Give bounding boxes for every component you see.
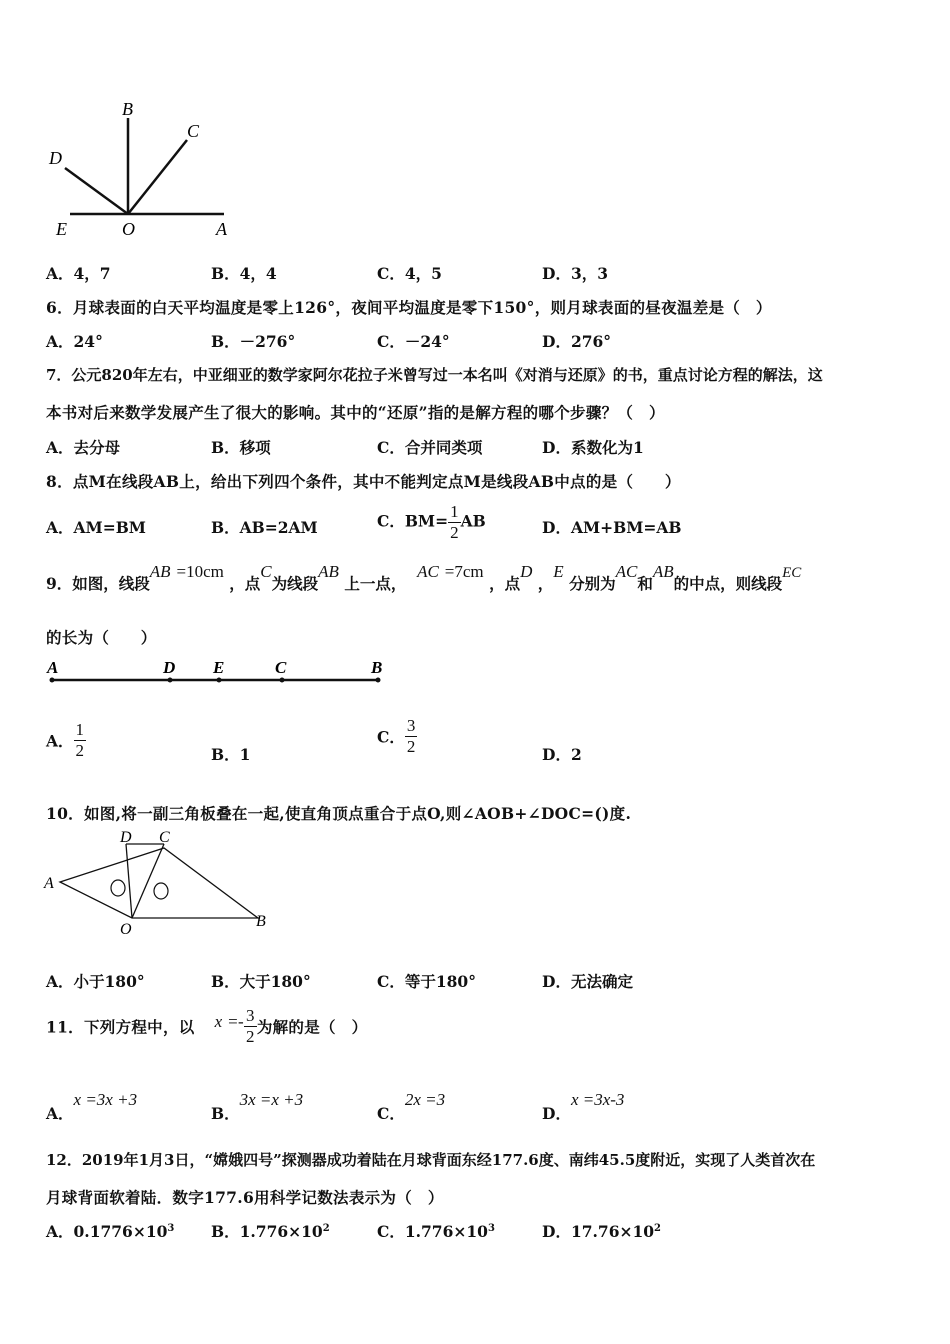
q9-option-d[interactable]: D．2 [542, 745, 582, 764]
triangle-figure [40, 826, 280, 938]
q8-option-b[interactable]: B．AB=2AM [211, 518, 318, 537]
triangle-doc-od [126, 844, 132, 918]
q11-d-label: D． [542, 1104, 571, 1123]
q8-option-c-suffix: AB [460, 511, 486, 531]
q12-c-exp: 3 [487, 1222, 495, 1234]
q11-stem [46, 1006, 367, 1047]
q9-c: C [260, 562, 272, 581]
q12-stem-line1: 12．2019年1月3日，“嫦娥四号”探测器成功着陆在月球背面东经177.6度、南纬45.5度附近，实现了人类首次在 [46, 1151, 816, 1169]
q8-option-d[interactable]: D．AM+BM=AB [542, 518, 682, 537]
q9-ab3: AB [652, 562, 674, 581]
q12-b-text: B．1.776×10 [211, 1222, 323, 1241]
q12-a-text: A．0.1776×10 [46, 1222, 168, 1241]
q6-option-d[interactable]: D．276° [542, 332, 612, 351]
q9-ab: AB [149, 562, 171, 581]
q11-d-eq: x =3x-3 [570, 1090, 625, 1109]
q11-a-label: A． [46, 1104, 74, 1123]
q6-stem: 6．月球表面的白天平均温度是零上126°，夜间平均温度是零下150°，则月球表面的昼夜温差是（ ） [46, 298, 772, 317]
seg-label-a: A [47, 658, 59, 677]
q9-t1: ，点 [229, 574, 261, 593]
q9-t2: 为线段 [271, 574, 319, 593]
q5-option-c[interactable]: C．4，5 [377, 264, 442, 283]
q7-stem-line2: 本书对后来数学发展产生了很大的影响。其中的“还原”指的是解方程的哪个步骤？（ ） [46, 403, 665, 422]
q11-prefix: 11．下列方程中，以 [46, 1017, 195, 1037]
q11-c-label: C． [377, 1104, 405, 1123]
q9-stem-line2: 的长为（ ） [46, 628, 157, 647]
q7-option-d[interactable]: D．系数化为1 [542, 438, 644, 457]
q11-eq: =- [228, 1012, 244, 1031]
q9-ec: EC [782, 565, 802, 581]
triangle-doc-oc [132, 844, 164, 918]
q9-d: D [520, 562, 533, 581]
q9-t6: 分别为 [569, 574, 616, 593]
q5-option-b[interactable]: B．4，4 [211, 264, 277, 283]
label-d: D [49, 148, 62, 168]
q7-option-b[interactable]: B．移项 [211, 438, 271, 457]
q8-option-c-label: C．BM= [377, 511, 449, 531]
q12-c-text: C．1.776×10 [377, 1222, 488, 1241]
q12-d-text: D．17.76×10 [542, 1222, 655, 1241]
angle-figure [44, 98, 244, 243]
q8-stem: 8．点M在线段AB上，给出下列四个条件，其中不能判定点M是线段AB中点的是（ ） [46, 472, 681, 491]
q9-ab2: AB [318, 562, 339, 581]
q9-ab-val: =10cm [176, 562, 224, 581]
q9-t8: 的中点，则线段 [673, 574, 783, 593]
seg-label-b: B [371, 658, 383, 677]
q11-c-eq: 2x =3 [404, 1090, 446, 1109]
q9-t4: ，点 [489, 574, 521, 593]
q9-a-num: 1 [75, 720, 85, 739]
seg-label-c: C [275, 658, 287, 677]
point-d [168, 678, 173, 683]
q9-t0: 9．如图，线段 [46, 574, 150, 593]
q7-option-c[interactable]: C．合并同类项 [377, 438, 483, 457]
q8-frac-num: 1 [450, 502, 459, 521]
label-e: E [56, 219, 67, 239]
q11-num: 3 [246, 1006, 255, 1025]
q12-option-d[interactable] [542, 1220, 661, 1242]
q10-option-a[interactable]: A．小于180° [46, 972, 145, 991]
tri-label-o: O [120, 921, 132, 938]
q5-option-d[interactable]: D．3，3 [542, 264, 609, 283]
q10-stem: 10．如图,将一副三角板叠在一起,使直角顶点重合于点O,则∠AOB+∠DOC=()度. [46, 804, 632, 823]
label-b: B [122, 99, 133, 119]
q9-t7: 和 [637, 574, 653, 593]
q7-stem-line1: 7．公元820年左右，中亚细亚的数学家阿尔花拉子米曾写过一本名叫《对消与还原》的书，重点讨论方程的解法，这 [46, 366, 823, 384]
q9-ac-val: =7cm [444, 562, 484, 581]
q10-option-c[interactable]: C．等于180° [377, 972, 476, 991]
seg-label-d: D [163, 658, 176, 677]
q7-option-a[interactable]: A．去分母 [46, 438, 121, 457]
q11-den: 2 [246, 1027, 255, 1046]
q9-ac2: AC [615, 562, 638, 581]
seg-label-e: E [213, 658, 225, 677]
point-a [50, 678, 55, 683]
q12-option-a[interactable] [46, 1220, 174, 1242]
q12-a-exp: 3 [167, 1222, 175, 1234]
q9-c-num: 3 [406, 716, 416, 735]
q11-b-label: B． [211, 1104, 240, 1123]
q6-option-c[interactable]: C．－24° [377, 332, 450, 351]
q10-option-b[interactable]: B．大于180° [211, 972, 311, 991]
tri-label-a: A [44, 875, 54, 892]
q9-c-frac [405, 716, 418, 757]
segment-figure [44, 656, 394, 688]
q9-e: E [553, 562, 564, 581]
q11-suffix: 为解的是（ ） [256, 1017, 368, 1037]
label-a: A [216, 219, 227, 239]
q12-b-exp: 2 [322, 1222, 330, 1234]
q9-ac: AC [417, 562, 439, 581]
q9-t5: ， [537, 574, 554, 593]
label-c: C [187, 121, 200, 141]
circle-left [111, 880, 125, 896]
q12-option-c[interactable] [377, 1220, 495, 1242]
q9-option-c[interactable] [377, 716, 417, 757]
q8-frac-den: 2 [450, 523, 459, 542]
label-o: O [122, 219, 135, 239]
ray-od [65, 168, 128, 214]
q9-c-label: C． [377, 727, 405, 747]
tri-label-b: B [256, 913, 266, 930]
q9-t3: 上一点， [344, 574, 407, 593]
tri-label-c: C [159, 829, 170, 846]
q9-option-b[interactable]: B．1 [211, 745, 251, 764]
q11-option-a[interactable] [46, 1090, 137, 1124]
q12-d-exp: 2 [654, 1222, 662, 1234]
q11-option-b[interactable] [211, 1090, 303, 1124]
ray-oc [128, 140, 187, 214]
circle-right [154, 883, 168, 899]
q9-c-den: 2 [406, 737, 416, 756]
q9-option-a[interactable] [46, 720, 86, 761]
q11-frac [244, 1006, 257, 1047]
q5-option-a[interactable]: A．4，7 [46, 264, 111, 283]
point-e [217, 678, 222, 683]
q9-stem-line1 [46, 562, 801, 594]
q11-b-eq: 3x =x +3 [239, 1090, 304, 1109]
q6-option-b[interactable]: B．－276° [211, 332, 296, 351]
q9-a-den: 2 [75, 741, 85, 760]
q11-option-c[interactable] [377, 1090, 445, 1124]
point-b [376, 678, 381, 683]
q9-a-frac [74, 720, 87, 761]
q8-fraction [448, 502, 461, 543]
q6-option-a[interactable]: A．24° [46, 332, 103, 351]
q8-option-a[interactable]: A．AM=BM [46, 518, 146, 537]
q8-option-c[interactable] [377, 502, 486, 543]
tri-label-d: D [120, 829, 132, 846]
point-c [280, 678, 285, 683]
q12-stem-line2: 月球背面软着陆．数字177.6用科学记数法表示为（ ） [46, 1188, 444, 1207]
q11-option-d[interactable] [542, 1090, 624, 1124]
q12-option-b[interactable] [211, 1220, 330, 1242]
q11-a-eq: x =3x +3 [73, 1090, 138, 1109]
q11-x: x [214, 1012, 223, 1031]
q10-option-d[interactable]: D．无法确定 [542, 972, 633, 991]
q9-a-label: A． [46, 731, 74, 751]
